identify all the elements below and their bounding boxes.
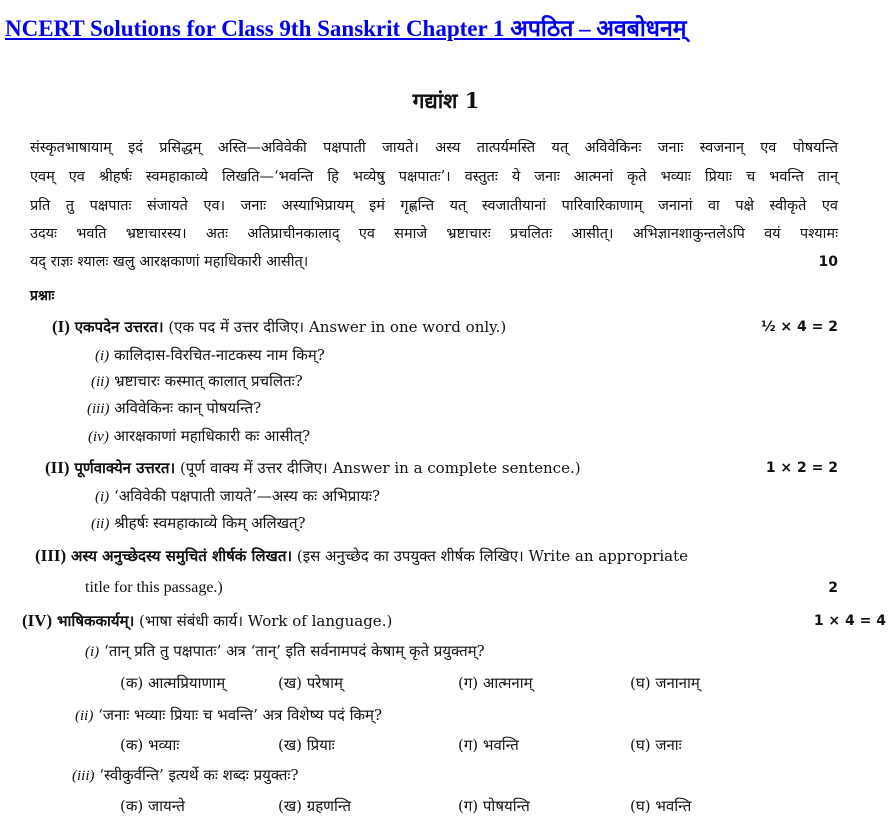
option: (क) जायन्ते	[120, 797, 185, 815]
question-marks: ½ × 4 = 2	[761, 319, 838, 335]
question-2-header	[45, 457, 581, 479]
item-number: (ii)	[91, 374, 110, 390]
passage-marks: 10	[818, 254, 838, 270]
item-text: अविवेकिनः कान् पोषयन्ति?	[114, 399, 262, 417]
question-marks: 2	[828, 580, 838, 596]
passage-line: यद् राज्ञः श्यालः खलु आरक्षकाणां महाधिकारी आसीत्।	[30, 254, 309, 270]
sub-question	[95, 344, 325, 367]
page-title-link[interactable]: NCERT Solutions for Class 9th Sanskrit Chapter 1 अपठित – अवबोधनम्	[5, 16, 687, 41]
item-text: भ्रष्टाचारः कस्मात् कालात् प्रचलितः?	[114, 372, 303, 390]
option: (ग) आत्मनाम्	[458, 674, 533, 692]
option: (घ) भवन्ति	[630, 797, 692, 815]
sub-question	[72, 764, 299, 787]
item-number: (i)	[85, 644, 100, 660]
question-4-header	[22, 610, 392, 632]
option: (ग) पोषयन्ति	[458, 797, 530, 815]
item-text: ‘जनाः भव्याः प्रियाः च भवन्ति’ अत्र विशेष्य पदं किम्?	[98, 706, 383, 724]
option: (ख) परेषाम्	[278, 674, 343, 692]
item-text: ‘स्वीकुर्वन्ति’ इत्यर्थे कः शब्दः प्रयुक्तः?	[99, 766, 299, 784]
sub-question	[95, 485, 380, 508]
question-instruction-cont: title for this passage.)	[85, 579, 223, 596]
sub-question	[91, 512, 306, 535]
item-text: ‘तान् प्रति तु पक्षपातः’ अत्र ‘तान्’ इति सर्वनामपदं केषाम् कृते प्रयुक्तम्?	[103, 642, 485, 660]
item-number: (ii)	[91, 516, 110, 532]
passage-line: उदयः भवति भ्रष्टाचारस्य। अतः अतिप्राचीनकालाद् एव समाजे भ्रष्टाचारः प्रचलितः आसीत्। अभिज्ञानशाकुन्तलेऽपि वयं पश्यामः	[30, 226, 838, 242]
sub-question	[88, 425, 310, 448]
item-number: (iii)	[87, 401, 110, 417]
item-number: (iv)	[88, 429, 109, 445]
sub-question	[85, 640, 485, 663]
question-marks: 1 × 2 = 2	[765, 460, 838, 476]
question-instruction: (एक पद में उत्तर दीजिए। Answer in one word only.)	[168, 318, 507, 336]
questions-label: प्रश्नाः	[30, 288, 55, 304]
question-number: (I)	[52, 317, 70, 336]
question-number: (III)	[35, 546, 67, 565]
item-number: (iii)	[72, 768, 95, 784]
item-text: ‘अविवेकी पक्षपाती जायते’—अस्य कः अभिप्रायः?	[113, 487, 380, 505]
question-marks: 1 × 4 = 4	[813, 613, 886, 629]
item-number: (i)	[95, 348, 110, 364]
option: (घ) जनाः	[630, 736, 682, 754]
option: (घ) जनानाम्	[630, 674, 700, 692]
sub-question	[87, 397, 261, 420]
question-number: (IV)	[22, 611, 53, 630]
option: (ख) ग्रहणन्ति	[278, 797, 352, 815]
passage-line: एवम् एव श्रीहर्षः स्वमहाकाव्ये लिखति—‘भवन्ति हि भव्येषु पक्षपातः’। वस्तुतः ये जनाः आत्मनां कृते भव्याः प्रियाः च भवन्ति तान्	[30, 169, 838, 185]
option: (क) आत्मप्रियाणाम्	[120, 674, 226, 692]
item-number: (ii)	[75, 708, 94, 724]
question-title: भाषिककार्यम्।	[57, 612, 135, 630]
option: (ग) भवन्ति	[458, 736, 519, 754]
item-text: कालिदास-विरचित-नाटकस्य नाम किम्?	[113, 346, 325, 364]
item-text: श्रीहर्षः स्वमहाकाव्ये किम् अलिखत्?	[114, 514, 306, 532]
passage-line: प्रति तु पक्षपातः संजायते एव। जनाः अस्याभिप्रायम् इमं गृह्णन्ति यत् स्वजातीयानां पारिवारिकाणाम् जनानां वा पक्षे स्वीकृते एव	[30, 198, 838, 214]
passage-line: संस्कृतभाषायाम् इदं प्रसिद्धम् अस्ति—अविवेकी पक्षपाती जायते। अस्य तात्पर्यमस्ति यत् अविवेकिनः जनाः स्वजनान् एव पोषयन्ति	[30, 140, 838, 156]
question-title: अस्य अनुच्छेदस्य समुचितं शीर्षकं लिखत।	[70, 547, 293, 565]
question-instruction: (इस अनुच्छेद का उपयुक्त शीर्षक लिखिए। Write an appropriate	[296, 547, 689, 565]
question-instruction: (पूर्ण वाक्य में उत्तर दीजिए। Answer in a complete sentence.)	[179, 459, 581, 477]
sub-question	[91, 370, 303, 393]
question-instruction: (भाषा संबंधी कार्य। Work of language.)	[139, 612, 393, 630]
question-3-header	[35, 545, 688, 567]
question-number: (II)	[45, 458, 70, 477]
question-1-header	[52, 316, 506, 338]
option: (ख) प्रियाः	[278, 736, 335, 754]
option: (क) भव्याः	[120, 736, 180, 754]
question-title: पूर्णवाक्येन उत्तरत।	[74, 459, 176, 477]
sub-question	[75, 704, 382, 727]
item-number: (i)	[95, 489, 110, 505]
item-text: आरक्षकाणां महाधिकारी कः आसीत्?	[113, 427, 311, 445]
question-title: एकपदेन उत्तरत।	[74, 318, 164, 336]
passage-heading: गद्यांश 1	[412, 88, 480, 113]
